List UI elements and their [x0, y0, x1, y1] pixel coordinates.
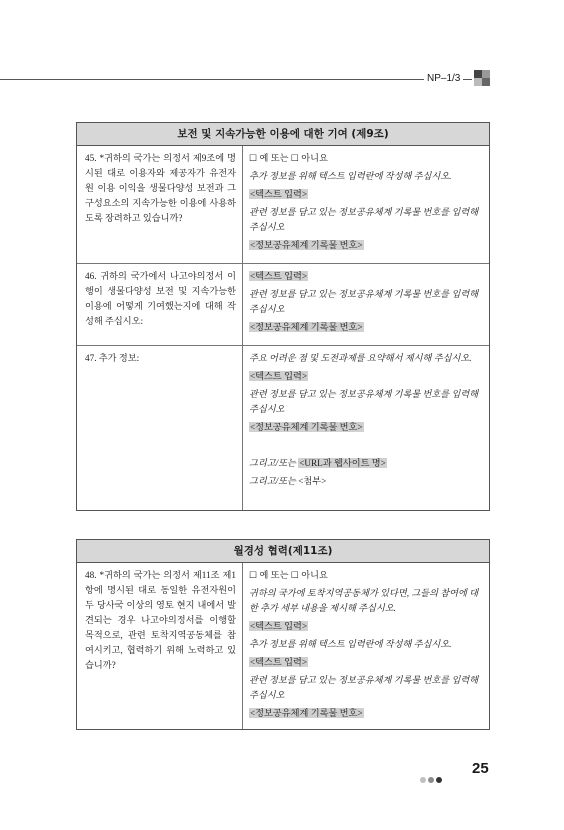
question-text: 48. *귀하의 국가는 의정서 제11조 제1항에 명시된 대로 동일한 유전자원이 두 당사국 이상의 영토 현지 내에서 발견되는 경우 나고야의정서를 이행할 목적으로, 관련 토착지역공동체를 참여시키고, 협력하기 위해 노력하고 있습니까? [77, 563, 243, 729]
section-title: 월경성 협력(제11조) [77, 540, 489, 563]
answer-line [249, 619, 483, 634]
question-text: 46. 귀하의 국가에서 나고야의정서 이행이 생물다양성 보전 및 지속가능한 이용에 어떻게 기여했는지에 대해 작성해 주십시오: [77, 264, 243, 345]
input-placeholder[interactable]: <URL과 웹사이트 명> [299, 458, 386, 468]
answer-line [249, 568, 483, 583]
answer-line [249, 238, 483, 253]
page-dots-icon [420, 768, 444, 787]
answer-line [249, 673, 483, 703]
doc-code: NP–1/3 [424, 73, 463, 84]
input-placeholder[interactable]: <텍스트 입력> [250, 189, 308, 199]
answer-line [249, 655, 483, 670]
answer-line [249, 320, 483, 335]
answer-line [249, 387, 483, 417]
answer-line [249, 420, 483, 435]
answer-line [249, 474, 483, 489]
instruction-text: 그리고/또는 [249, 458, 299, 468]
input-placeholder[interactable]: <정보공유체계 기록물 번호> [250, 422, 363, 432]
answer-line [249, 187, 483, 202]
instruction-text: 그리고/또는 [249, 476, 299, 486]
page-number: 25 [472, 760, 489, 777]
yes-no-options[interactable]: ☐ 예 또는 ☐ 아니요 [249, 153, 328, 163]
input-placeholder[interactable]: <텍스트 입력> [250, 371, 308, 381]
instruction-text: 추가 정보를 위해 텍스트 입력란에 작성해 주십시오. [249, 171, 452, 181]
answer-line [249, 369, 483, 384]
question-row [77, 146, 489, 264]
answer-line [249, 151, 483, 166]
instruction-text: 추가 정보를 위해 텍스트 입력란에 작성해 주십시오. [249, 639, 452, 649]
answer-cell [243, 146, 489, 263]
question-text: 45. *귀하의 국가는 의정서 제9조에 명시된 대로 이용자와 제공자가 유전자원 이용 이익을 생물다양성 보전과 그 구성요소의 지속가능한 이용에 사용하도록 장려하고 있습니까? [77, 146, 243, 263]
header-squares-icon [474, 70, 490, 86]
input-placeholder[interactable]: <텍스트 입력> [250, 621, 308, 631]
answer-line [249, 456, 483, 471]
input-placeholder[interactable]: <정보공유체계 기록물 번호> [250, 322, 363, 332]
instruction-text: 관련 정보를 담고 있는 정보공유체계 기록물 번호를 입력해 주십시오 [249, 389, 479, 414]
answer-line [249, 637, 483, 652]
answer-line [249, 351, 483, 366]
instruction-text: 주요 어려운 점 및 도전과제를 요약해서 제시해 주십시오. [249, 353, 472, 363]
input-placeholder[interactable]: <텍스트 입력> [250, 657, 308, 667]
question-row [77, 264, 489, 346]
answer-line [249, 287, 483, 317]
answer-cell [243, 346, 489, 510]
instruction-text: 귀하의 국가에 토착지역공동체가 있다면, 그들의 참여에 대한 추가 세부 내용을 제시해 주십시오. [249, 588, 479, 613]
answer-cell [243, 563, 489, 729]
section-transboundary [76, 539, 490, 730]
input-placeholder[interactable]: <텍스트 입력> [250, 271, 308, 281]
section-contribution [76, 122, 490, 511]
section-title: 보전 및 지속가능한 이용에 대한 기여 (제9조) [77, 123, 489, 146]
spacer [249, 438, 483, 453]
question-row [77, 563, 489, 729]
answer-line [249, 205, 483, 235]
answer-line [249, 269, 483, 284]
yes-no-options[interactable]: ☐ 예 또는 ☐ 아니요 [249, 570, 328, 580]
answer-cell [243, 264, 489, 345]
attachment-placeholder[interactable]: <첨부> [298, 476, 327, 486]
question-text: 47. 추가 정보: [77, 346, 243, 510]
instruction-text: 관련 정보를 담고 있는 정보공유체계 기록물 번호를 입력해 주십시오 [249, 289, 479, 314]
answer-line [249, 169, 483, 184]
header-rule [0, 79, 472, 80]
answer-line [249, 706, 483, 721]
input-placeholder[interactable]: <정보공유체계 기록물 번호> [250, 240, 363, 250]
input-placeholder[interactable]: <정보공유체계 기록물 번호> [250, 708, 363, 718]
instruction-text: 관련 정보를 담고 있는 정보공유체계 기록물 번호를 입력해 주십시오 [249, 675, 479, 700]
question-row [77, 346, 489, 510]
answer-line [249, 586, 483, 616]
instruction-text: 관련 정보를 담고 있는 정보공유체계 기록물 번호를 입력해 주십시오 [249, 207, 479, 232]
